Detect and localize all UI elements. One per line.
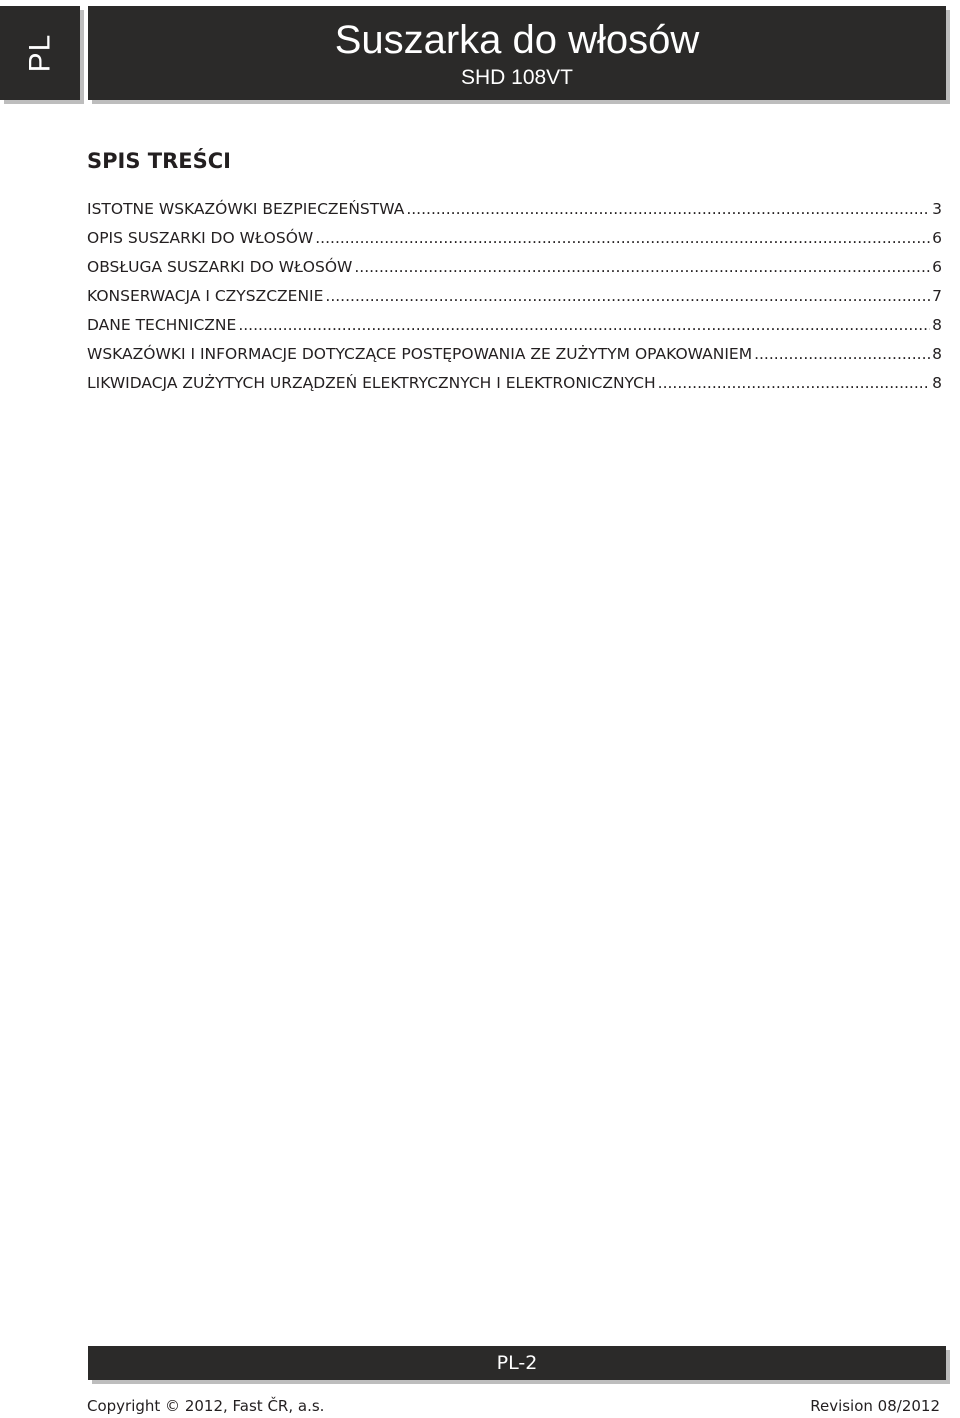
- language-code: PL: [22, 33, 56, 73]
- toc-entry[interactable]: [87, 229, 942, 258]
- page-number: PL-2: [496, 1352, 538, 1374]
- toc-leader-dots: [325, 287, 930, 305]
- toc-entry-label: WSKAZÓWKI I INFORMACJE DOTYCZĄCE POSTĘPOWANIA ZE ZUŻYTYM OPAKOWANIEM: [87, 345, 753, 363]
- toc-entry[interactable]: [87, 345, 942, 374]
- toc-leader-dots: [658, 374, 930, 392]
- toc-entry-page: 6: [932, 229, 942, 247]
- toc-entry-page: 7: [932, 287, 942, 305]
- toc-entry-label: OPIS SUSZARKI DO WŁOSÓW: [87, 229, 314, 247]
- toc-entry-page: 6: [932, 258, 942, 276]
- toc-entry-label: LIKWIDACJA ZUŻYTYCH URZĄDZEŃ ELEKTRYCZNYCH I ELEKTRONICZNYCH: [87, 374, 656, 392]
- toc-entry-page: 8: [932, 345, 942, 363]
- toc-entry[interactable]: [87, 287, 942, 316]
- toc-entry-label: DANE TECHNICZNE: [87, 316, 237, 334]
- toc-entry-page: 8: [932, 316, 942, 334]
- revision-label: Revision 08/2012: [810, 1397, 940, 1415]
- toc-leader-dots: [354, 258, 930, 276]
- toc-leader-dots: [315, 229, 930, 247]
- toc-entry-label: ISTOTNE WSKAZÓWKI BEZPIECZEŃSTWA: [87, 200, 405, 218]
- toc-entry-label: OBSŁUGA SUSZARKI DO WŁOSÓW: [87, 258, 353, 276]
- toc-entry[interactable]: [87, 258, 942, 287]
- document-title: Suszarka do włosów: [334, 18, 700, 62]
- copyright-notice: Copyright © 2012, Fast ČR, a.s.: [87, 1397, 325, 1415]
- language-tab: [0, 6, 80, 100]
- toc-leader-dots: [406, 200, 930, 218]
- toc-entry[interactable]: [87, 200, 942, 229]
- toc-entry[interactable]: [87, 374, 942, 403]
- toc-entry-label: KONSERWACJA I CZYSZCZENIE: [87, 287, 324, 305]
- toc-heading: SPIS TREŚCI: [87, 149, 231, 173]
- toc-leader-dots: [754, 345, 930, 363]
- toc-leader-dots: [238, 316, 930, 334]
- toc-entry[interactable]: [87, 316, 942, 345]
- footer-bar: [88, 1346, 946, 1380]
- header-bar: [88, 6, 946, 100]
- table-of-contents: [87, 200, 942, 403]
- toc-entry-page: 3: [932, 200, 942, 218]
- toc-entry-page: 8: [932, 374, 942, 392]
- model-number: SHD 108VT: [460, 66, 574, 89]
